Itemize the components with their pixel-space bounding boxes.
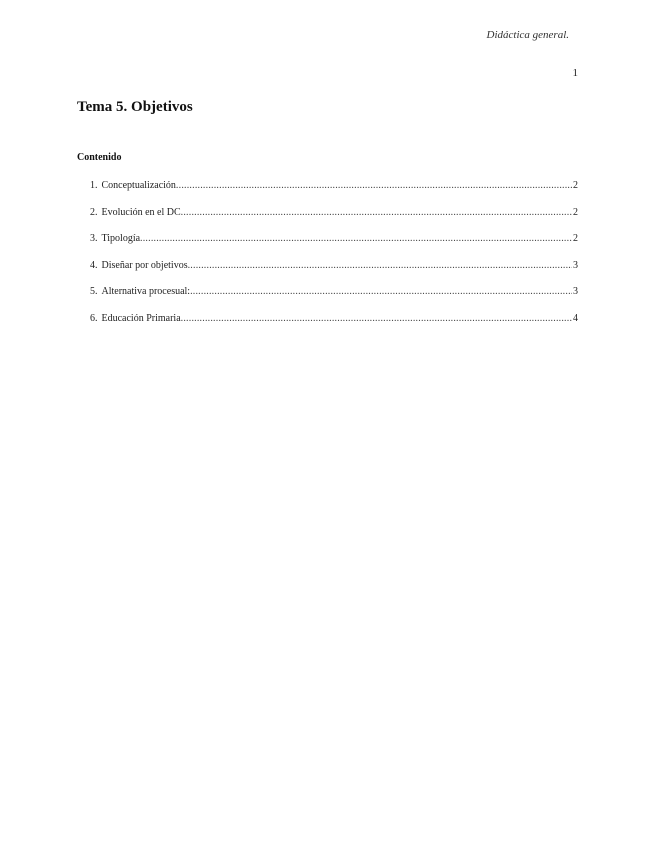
toc-heading: Contenido [77,152,122,163]
toc-entry-number: 4. [90,259,98,271]
toc-entry-label: Alternativa procesual: [101,286,191,298]
toc-entry-number: 1. [90,180,98,191]
toc-entry-page: 2 [573,206,578,218]
dot-leader [190,286,572,297]
running-header: Didáctica general. [486,29,569,41]
toc-entry-page: 4 [573,312,578,324]
toc-entry-label: Conceptualización [101,180,176,191]
toc-entry-label: Tipología [101,233,141,245]
toc-entry-page: 3 [573,259,578,271]
toc-entry-page: 2 [573,180,578,191]
dot-leader [181,313,572,324]
toc-entry-number: 2. [90,206,98,218]
table-of-contents [90,180,578,340]
dot-leader [181,207,572,218]
toc-entry-number: 3. [90,233,98,245]
page-title: Tema 5. Objetivos [77,99,193,115]
toc-entry-number: 5. [90,286,98,298]
toc-entry[interactable] [90,207,578,234]
toc-entry-label: Diseñar por objetivos [101,259,188,271]
toc-entry[interactable] [90,180,578,207]
dot-leader [188,260,572,271]
toc-entry[interactable] [90,313,578,340]
toc-entry-number: 6. [90,312,98,324]
toc-entry[interactable] [90,233,578,260]
toc-entry-label: Educación Primaria [101,312,181,324]
toc-entry[interactable] [90,286,578,313]
toc-entry-label: Evolución en el DC [101,206,181,218]
page-number: 1 [572,67,578,79]
toc-entry-page: 2 [573,233,578,245]
dot-leader [176,180,572,191]
dot-leader [140,233,572,244]
toc-entry[interactable] [90,260,578,287]
toc-entry-page: 3 [573,286,578,298]
